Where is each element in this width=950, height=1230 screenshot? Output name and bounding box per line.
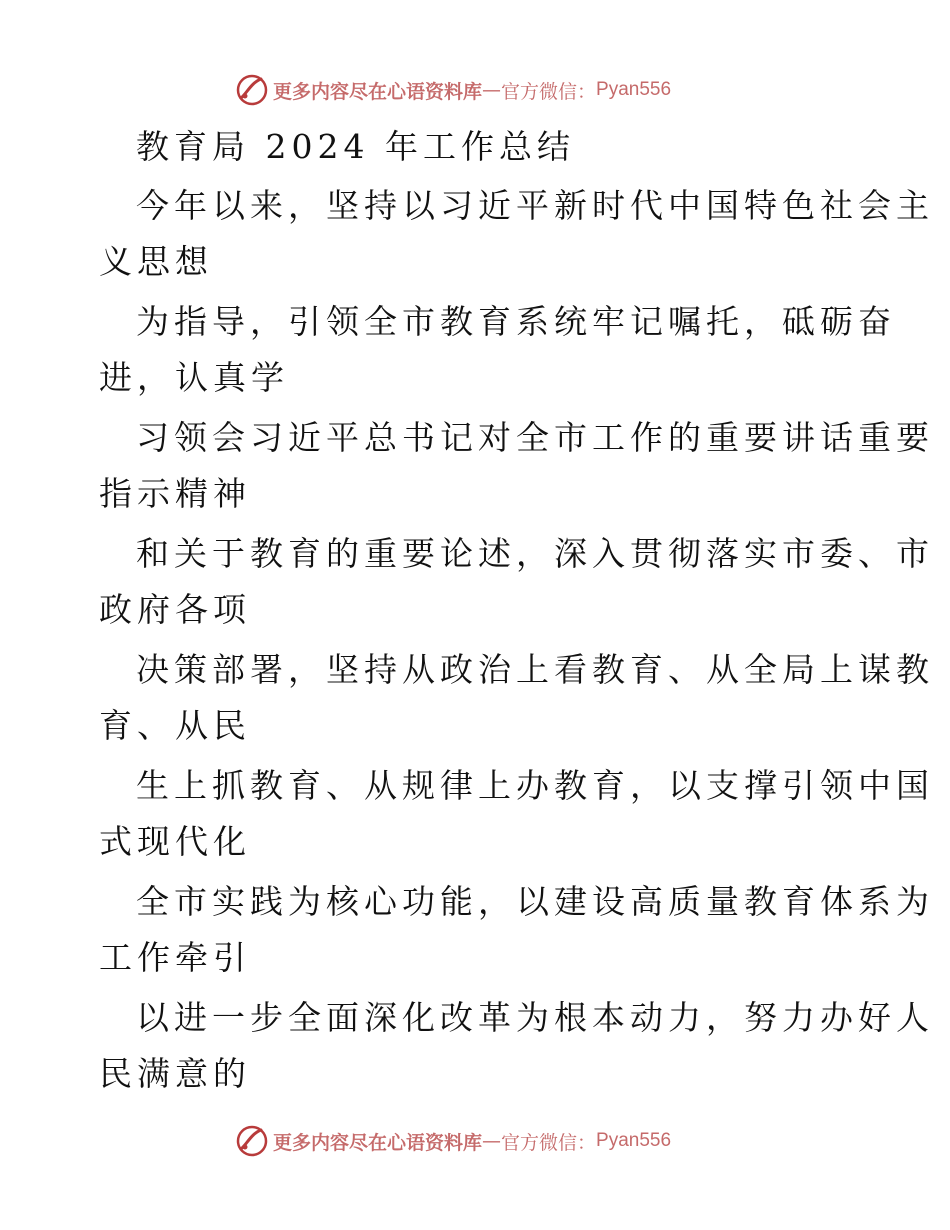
paragraph-line: 义思想 (99, 242, 213, 281)
banner-text: 更多内容尽在心语资料库 (273, 1131, 483, 1154)
header-watermark-banner (235, 72, 671, 108)
paragraph-line: 工作牵引 (99, 938, 251, 977)
paragraph-line: 以进一步全面深化改革为根本动力，努力办好人 (136, 998, 934, 1037)
banner-wechat-label: 官方微信： (501, 1131, 597, 1154)
pen-logo-icon (235, 73, 269, 107)
document-title: 教育局 2024 年工作总结 (136, 127, 575, 166)
banner-text: 更多内容尽在心语资料库 (273, 80, 483, 103)
paragraph-line: 育、从民 (99, 706, 251, 745)
banner-wechat-id: Pyan556 (596, 79, 672, 100)
banner-wechat-label: 官方微信： (501, 80, 597, 103)
paragraph-line: 今年以来，坚持以习近平新时代中国特色社会主 (136, 186, 934, 225)
paragraph-line: 决策部署，坚持从政治上看教育、从全局上谋教 (136, 650, 934, 689)
pen-logo-icon (235, 1124, 269, 1158)
paragraph-line: 为指导，引领全市教育系统牢记嘱托，砥砺奋 (136, 302, 896, 341)
paragraph-line: 民满意的 (99, 1054, 251, 1093)
banner-dash: — (482, 79, 502, 101)
banner-dash: — (482, 1130, 502, 1152)
paragraph-line: 进，认真学 (99, 358, 289, 397)
banner-wechat-id: Pyan556 (596, 1130, 672, 1151)
paragraph-line: 和关于教育的重要论述，深入贯彻落实市委、市 (136, 534, 934, 573)
paragraph-line: 式现代化 (99, 822, 251, 861)
paragraph-line: 习领会习近平总书记对全市工作的重要讲话重要 (136, 418, 934, 457)
footer-watermark-banner (235, 1123, 671, 1159)
paragraph-line: 政府各项 (99, 590, 251, 629)
paragraph-line: 全市实践为核心功能，以建设高质量教育体系为 (136, 882, 934, 921)
paragraph-line: 指示精神 (99, 474, 251, 513)
paragraph-line: 生上抓教育、从规律上办教育，以支撑引领中国 (136, 766, 934, 805)
